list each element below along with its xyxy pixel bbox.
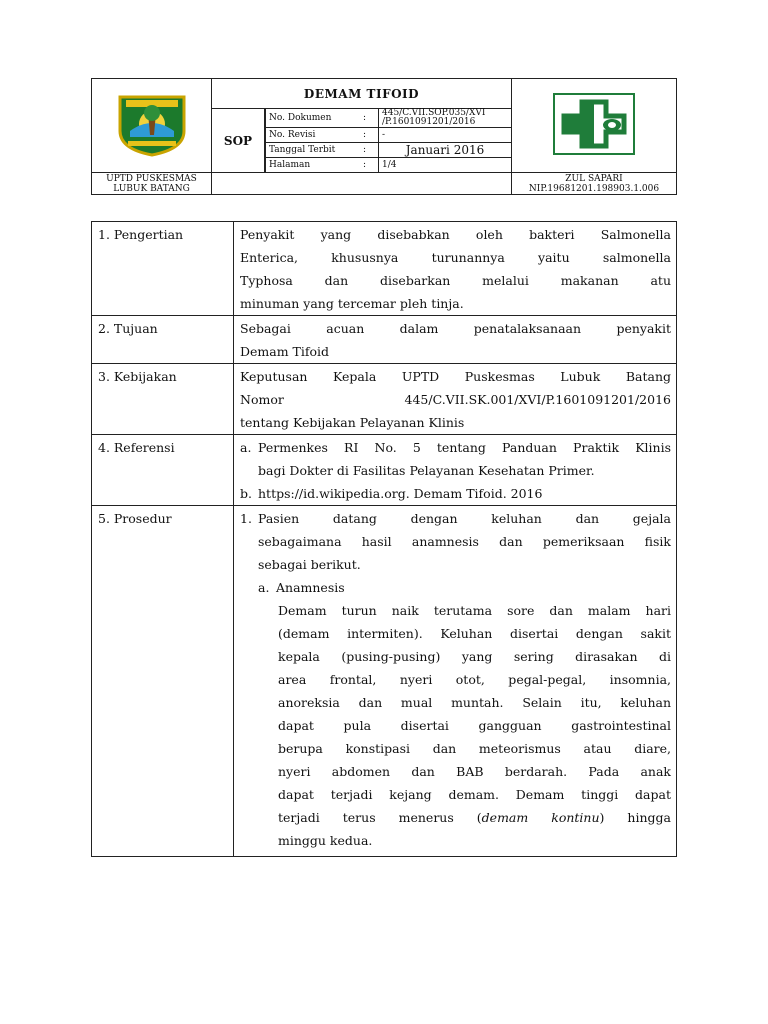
sop-label: SOP (212, 109, 265, 173)
section-row (92, 506, 677, 857)
meta-row (266, 128, 512, 143)
section-label: 5. Prosedur (92, 506, 234, 857)
text-line: https://id.wikipedia.org. Demam Tifoid. 2016 (258, 486, 543, 501)
list-marker: a. (240, 440, 252, 455)
right-logo-cell (512, 79, 677, 173)
section-row (92, 364, 677, 435)
reference-text (258, 436, 671, 482)
text-line: area frontal, nyeri otot, pegal-pegal, insomnia, (278, 672, 671, 687)
puskesmas-cross-icon (552, 92, 636, 156)
section-label: 4. Referensi (92, 435, 234, 506)
document-title: DEMAM TIFOID (212, 79, 512, 109)
meta-colon: : (360, 143, 379, 158)
section-row (92, 435, 677, 506)
document-meta (265, 109, 511, 172)
procedure-step (240, 507, 671, 576)
section-content (234, 506, 677, 857)
document-meta-cell (265, 109, 512, 173)
procedure-text (258, 507, 671, 576)
text-line: Keputusan Kepala UPTD Puskesmas Lubuk Batang (240, 369, 671, 384)
section-label: 1. Pengertian (92, 222, 234, 316)
meta-label: No. Revisi (266, 128, 361, 143)
meta-value: 445/C.VII.SOP.035/XVI /P.1601091201/2016 (379, 109, 512, 128)
text-fragment: terjadi terus menerus ( (278, 810, 482, 825)
anamnesis-text (240, 599, 671, 852)
left-logo-cell (92, 79, 212, 173)
org-line: UPTD PUSKESMAS (106, 173, 197, 184)
meta-label: Halaman (266, 158, 361, 173)
org-name (92, 173, 212, 195)
section-content (234, 364, 677, 435)
section-label: 2. Tujuan (92, 316, 234, 364)
org-line: LUBUK BATANG (113, 183, 190, 194)
text-line: Enterica, khususnya turunannya yaitu salmonella (240, 250, 671, 265)
meta-label: Tanggal Terbit (266, 143, 361, 158)
list-marker: 1. (240, 511, 252, 526)
text-line: Demam Tifoid (240, 344, 330, 359)
meta-colon: : (363, 160, 367, 170)
text-line: kepala (pusing-pusing) yang sering dirasakan di (278, 649, 671, 664)
section-row (92, 316, 677, 364)
text-line: anoreksia dan mual muntah. Selain itu, keluhan (278, 695, 671, 710)
text-line: minuman yang tercemar pleh tinja. (240, 296, 464, 311)
text-line: Sebagai acuan dalam penatalaksanaan penyakit (240, 321, 671, 336)
text-line: sebagaimana hasil anamnesis dan pemeriksaan fisik (258, 534, 671, 549)
regency-emblem-icon (114, 91, 190, 157)
meta-row (266, 158, 512, 173)
section-content (234, 316, 677, 364)
text-line: (demam intermiten). Keluhan disertai dengan sakit (278, 626, 671, 641)
text-line: Penyakit yang disebabkan oleh bakteri Salmonella (240, 227, 671, 242)
meta-colon: : (360, 109, 379, 128)
sop-header (91, 78, 677, 195)
meta-row (266, 143, 512, 158)
section-label: 3. Kebijakan (92, 364, 234, 435)
section-content (234, 435, 677, 506)
text-line: bagi Dokter di Fasilitas Pelayanan Kesehatan Primer. (258, 463, 595, 478)
text-line: Typhosa dan disebarkan melalui makanan atu (240, 273, 671, 288)
section-row (92, 222, 677, 316)
text-fragment: ) hingga (599, 810, 671, 825)
signatory-name: ZUL SAPARI (565, 173, 623, 184)
text-line: Pasien datang dengan keluhan dan gejala (258, 511, 671, 526)
meta-value: 1/4 (379, 158, 512, 173)
reference-item (240, 482, 671, 505)
list-marker: a. (258, 580, 270, 595)
text-line: berupa konstipasi dan meteorismus atau diare, (278, 741, 671, 756)
text-line: Demam turun naik terutama sore dan malam hari (278, 603, 671, 618)
section-content (234, 222, 677, 316)
meta-row (266, 109, 512, 128)
text-line-with-emphasis (278, 806, 671, 829)
text-line: Permenkes RI No. 5 tentang Panduan Praktik Klinis (258, 440, 671, 455)
signatory-nip: NIP.19681201.198903.1.006 (528, 183, 660, 194)
text-line: nyeri abdomen dan BAB berdarah. Pada anak (278, 764, 671, 779)
meta-value: Januari 2016 (379, 143, 512, 158)
text-line: dapat terjadi kejang demam. Demam tinggi dapat (278, 787, 671, 802)
footer-spacer (212, 173, 512, 195)
text-line: sebagai berikut. (258, 557, 361, 572)
procedure-subitem (240, 576, 671, 599)
signatory (512, 173, 677, 195)
emphasis-term: demam kontinu (481, 810, 600, 825)
text-line: tentang Kebijakan Pelayanan Klinis (240, 415, 465, 430)
meta-colon: : (360, 128, 379, 143)
sop-content-table (91, 221, 677, 857)
meta-value: - (379, 128, 512, 143)
reference-item (240, 436, 671, 482)
text-line: dapat pula disertai gangguan gastrointestinal (278, 718, 671, 733)
subitem-title: Anamnesis (276, 580, 345, 595)
list-marker: b. (240, 486, 252, 501)
text-line: minggu kedua. (278, 833, 373, 848)
meta-label: No. Dokumen (266, 109, 361, 128)
text-line: Nomor 445/C.VII.SK.001/XVI/P.1601091201/2016 (240, 392, 671, 407)
